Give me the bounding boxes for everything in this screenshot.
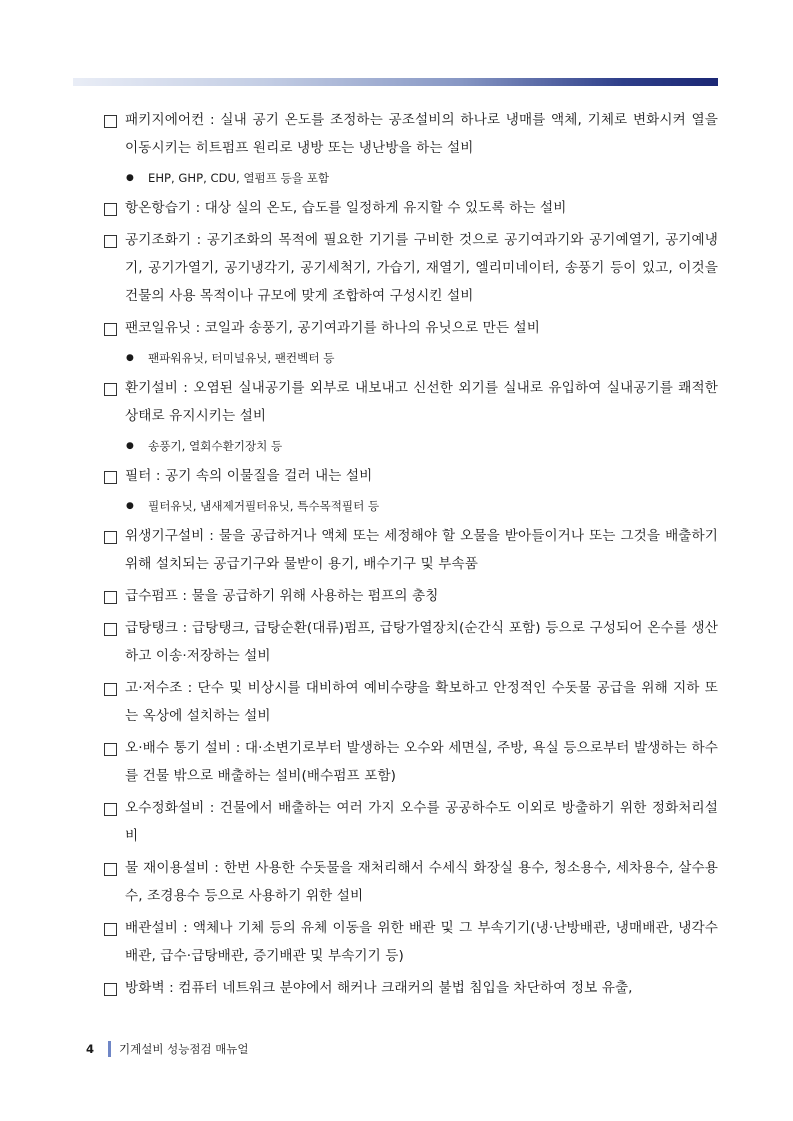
footer-divider: [108, 1041, 111, 1057]
checkbox-square-icon: [104, 743, 117, 756]
item-text: 오수정화설비 : 건물에서 배출하는 여러 가지 오수를 공공하수도 이외로 방출하기 위한 정화처리설비: [125, 800, 718, 844]
page-number: 4: [86, 1042, 95, 1056]
list-item: [104, 226, 718, 310]
checkbox-square-icon: [104, 983, 117, 996]
page-footer: [86, 1041, 249, 1057]
item-text: 방화벽 : 컴퓨터 네트워크 분야에서 해커나 크래커의 불법 침입을 차단하여 정보 유출,: [125, 980, 633, 996]
item-text: 물 재이용설비 : 한번 사용한 수돗물을 재처리해서 수세식 화장실 용수, 청소용수, 세차용수, 살수용수, 조경용수 등으로 사용하기 위한 설비: [125, 860, 718, 904]
definition-list: [104, 106, 718, 1002]
item-text: 배관설비 : 액체나 기체 등의 유체 이동을 위한 배관 및 그 부속기기(냉·난방배관, 냉매배관, 냉각수배관, 급수·급탕배관, 증기배관 및 부속기기 등): [125, 920, 718, 964]
sub-bullet: [104, 436, 718, 456]
item-text: 고·저수조 : 단수 및 비상시를 대비하여 예비수량을 확보하고 안정적인 수돗물 공급을 위해 지하 또는 옥상에 설치하는 설비: [125, 680, 718, 724]
list-item: [104, 914, 718, 970]
bullet-icon: ●: [126, 173, 134, 183]
list-item: [104, 582, 718, 610]
sub-text: 필터유닛, 냄새제거필터유닛, 특수목적필터 등: [148, 499, 380, 513]
sub-bullet: [104, 168, 718, 188]
header-gradient-bar: [73, 78, 718, 86]
sub-text: EHP, GHP, CDU, 열펌프 등을 포함: [148, 171, 330, 185]
bullet-icon: ●: [126, 501, 134, 511]
checkbox-square-icon: [104, 863, 117, 876]
bullet-icon: ●: [126, 441, 134, 451]
checkbox-square-icon: [104, 591, 117, 604]
checkbox-square-icon: [104, 531, 117, 544]
item-text: 오·배수 통기 설비 : 대·소변기로부터 발생하는 오수와 세면실, 주방, 욕실 등으로부터 발생하는 하수를 건물 밖으로 배출하는 설비(배수펌프 포함): [125, 740, 718, 784]
list-item: [104, 374, 718, 456]
bullet-icon: ●: [126, 353, 134, 363]
item-text: 급수펌프 : 물을 공급하기 위해 사용하는 펌프의 총칭: [125, 588, 439, 604]
list-item: [104, 734, 718, 790]
item-text: 필터 : 공기 속의 이물질을 걸러 내는 설비: [125, 468, 373, 484]
checkbox-square-icon: [104, 383, 117, 396]
item-text: 항온항습기 : 대상 실의 온도, 습도를 일정하게 유지할 수 있도록 하는 설비: [125, 200, 567, 216]
checkbox-square-icon: [104, 471, 117, 484]
list-item: [104, 674, 718, 730]
document-title: 기계설비 성능점검 매뉴얼: [119, 1042, 249, 1056]
list-item: [104, 194, 718, 222]
item-text: 공기조화기 : 공기조화의 목적에 필요한 기기를 구비한 것으로 공기여과기와 공기예열기, 공기예냉기, 공기가열기, 공기냉각기, 공기세척기, 가습기, 재열기, 엘리미네이터, 송풍기 등이 있고, 이것을 건물의 사용 목적이나 규모에 맞게 조합하여 구성시킨 설비: [125, 232, 718, 304]
list-item: [104, 614, 718, 670]
checkbox-square-icon: [104, 803, 117, 816]
checkbox-square-icon: [104, 203, 117, 216]
checkbox-square-icon: [104, 923, 117, 936]
list-item: [104, 106, 718, 188]
sub-bullet: [104, 496, 718, 516]
item-text: 환기설비 : 오염된 실내공기를 외부로 내보내고 신선한 외기를 실내로 유입하여 실내공기를 쾌적한 상태로 유지시키는 설비: [125, 380, 718, 424]
sub-text: 팬파워유닛, 터미널유닛, 팬컨벡터 등: [148, 351, 335, 365]
item-text: 패키지에어컨 : 실내 공기 온도를 조정하는 공조설비의 하나로 냉매를 액체, 기체로 변화시켜 열을 이동시키는 히트펌프 원리로 냉방 또는 냉난방을 하는 설비: [125, 112, 718, 156]
list-item: [104, 974, 718, 1002]
list-item: [104, 314, 718, 368]
sub-text: 송풍기, 열회수환기장치 등: [148, 439, 283, 453]
list-item: [104, 462, 718, 516]
checkbox-square-icon: [104, 323, 117, 336]
item-text: 팬코일유닛 : 코일과 송풍기, 공기여과기를 하나의 유닛으로 만든 설비: [125, 320, 540, 336]
checkbox-square-icon: [104, 623, 117, 636]
item-text: 위생기구설비 : 물을 공급하거나 액체 또는 세정해야 할 오물을 받아들이거나 또는 그것을 배출하기 위해 설치되는 공급기구와 물받이 용기, 배수기구 및 부속품: [125, 528, 718, 572]
item-text: 급탕탱크 : 급탕탱크, 급탕순환(대류)펌프, 급탕가열장치(순간식 포함) 등으로 구성되어 온수를 생산하고 이송·저장하는 설비: [125, 620, 718, 664]
list-item: [104, 522, 718, 578]
checkbox-square-icon: [104, 235, 117, 248]
checkbox-square-icon: [104, 683, 117, 696]
sub-bullet: [104, 348, 718, 368]
checkbox-square-icon: [104, 115, 117, 128]
list-item: [104, 854, 718, 910]
list-item: [104, 794, 718, 850]
